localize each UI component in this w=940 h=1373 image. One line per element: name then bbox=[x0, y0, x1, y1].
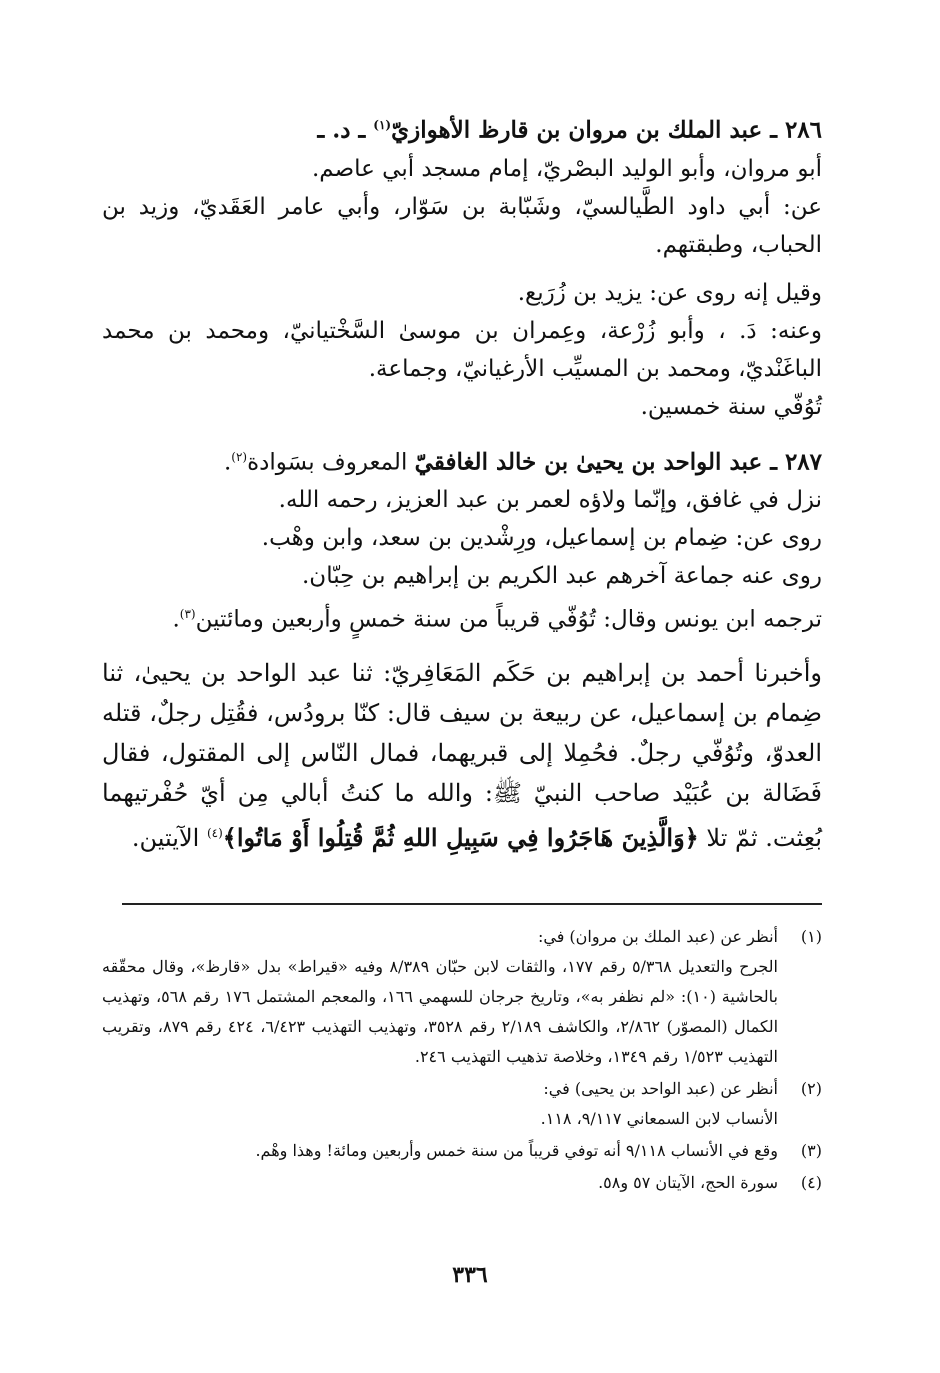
entry-heading bbox=[102, 106, 822, 150]
footnote-number: (١) bbox=[800, 927, 822, 946]
footnote-line: سورة الحج، الآيتان ٥٧ و٥٨. bbox=[598, 1173, 778, 1192]
footnote-number: (٢) bbox=[800, 1079, 822, 1098]
entry-line: عن: أبي داود الطَّيالسيّ، وشَبّابة بن سَوّار، وأبي عامر العَقَديّ، وزيد بن الحباب، وطبقتهم. bbox=[102, 193, 822, 258]
entry-line: وعنه: دَ. ، وأبو زُرْعة، وعِمران بن موسىٰ السَّخْتيانيّ، ومحمد بن محمد الباغَنْديّ، ومحمد بن المسيِّب الأرغيانيّ، وجماعة. bbox=[102, 317, 822, 382]
heading-text: ٢٨٧ ـ عبد الواحد بن يحيىٰ بن خالد الغافقيّ bbox=[414, 448, 822, 476]
heading-end: . bbox=[223, 449, 232, 476]
footnote-number: (٣) bbox=[800, 1141, 822, 1160]
entry-line: روى عن: ضِمام بن إسماعيل، ورِشْدين بن سعد، وابن وهْب. bbox=[261, 525, 822, 552]
quran-verse: ﴿وَالَّذِينَ هَاجَرُوا فِي سَبِيلِ اللهِ ثُمَّ قُتِلُوا أَوْ مَاتُوا﴾ bbox=[222, 822, 699, 852]
footnote-marker: (٢) bbox=[231, 449, 248, 464]
footnote-number: (٤) bbox=[800, 1173, 822, 1192]
footnotes bbox=[102, 922, 822, 1200]
footnote-marker: (١) bbox=[373, 118, 392, 132]
footnote-line: الأنساب لابن السمعاني ٩/١١٧، ١١٨. bbox=[540, 1109, 778, 1128]
footnote-line: أنظر عن (عبد الواحد بن يحيى) في: bbox=[543, 1079, 778, 1098]
entry-heading bbox=[102, 438, 822, 482]
entry-line: روى عنه جماعة آخرهم عبد الكريم بن إبراهيم بن حِبّان. bbox=[302, 563, 822, 590]
heading-tail: المعروف بسَوادة bbox=[247, 449, 415, 476]
entry-line: نزل في غافق، وإنّما ولاؤه لعمر بن عبد العزيز، رحمه الله. bbox=[278, 487, 822, 514]
entry-line: تُوُفّي سنة خمسين. bbox=[640, 393, 822, 420]
narration-paragraph bbox=[102, 653, 822, 858]
entry-line-text: ترجمه ابن يونس وقال: تُوُفّي قريباً من سنة خمسٍ وأربعين ومائتين bbox=[195, 606, 822, 633]
narration-tail: الآيتين. bbox=[131, 823, 207, 852]
footnote-3 bbox=[102, 1136, 822, 1166]
heading-text: ٢٨٦ ـ عبد الملك بن مروان بن قارظ الأهوازيّ bbox=[391, 116, 822, 144]
entry-line bbox=[102, 595, 822, 639]
footnote-line: وقع في الأنساب ٩/١١٨ أنه توفي قريباً من سنة خمس وأربعين ومائة! وهذا وهْم. bbox=[255, 1141, 778, 1160]
footnote-1 bbox=[102, 922, 822, 1072]
entry-286 bbox=[102, 106, 822, 426]
entry-287 bbox=[102, 438, 822, 639]
footnote-line: الجرح والتعديل ٥/٣٦٨ رقم ١٧٧، والثقات لابن حبّان ٨/٣٨٩ وفيه «قيراط» بدل «قارظ»، وقال محقّقه بالحاشية (١٠): «لم نظفر به»، وتاريخ جرجان للسهمي ١٦٦، والمعجم المشتمل ١٧٦ رقم ٥٦٨، وتهذيب الكمال (المصوّر) ٢/٨٦٢، والكاشف ٢/١٨٩ رقم ٣٥٢٨، وتهذيب التهذيب ٦/٤٢٣، ٤٢٤ رقم ٨٧٩، وتقريب التهذيب ١/٥٢٣ رقم ١٣٤٩، وخلاصة تذهيب التهذيب ٢٤٦. bbox=[102, 957, 779, 1066]
footnote-2 bbox=[102, 1074, 822, 1134]
footnote-4 bbox=[102, 1168, 822, 1198]
heading-tail: ـ د. ـ bbox=[317, 116, 374, 144]
entry-line: وقيل إنه روى عن: يزيد بن زُرَيع. bbox=[517, 279, 822, 306]
main-text bbox=[102, 106, 822, 858]
footnote-marker: (٣) bbox=[179, 607, 196, 622]
footnote-divider bbox=[122, 903, 822, 905]
footnote-marker: (٤) bbox=[206, 825, 223, 840]
footnote-line: أنظر عن (عبد الملك بن مروان) في: bbox=[537, 927, 778, 946]
page-number: ٣٣٦ bbox=[452, 1262, 488, 1288]
narration-text: وأخبرنا أحمد بن إبراهيم بن حَكَم المَعَافِريّ: ثنا عبد الواحد بن يحيىٰ، ثنا ضِمام بن إسماعيل، عن ربيعة بن سيف قال: كنّا برودُس، فقُتِل رجلٌ، قتله العدوّ، وتُوُفّي رجلٌ. فحُمِلا إلى قبريهما، فمال النّاس إلى المقتول، فقال فَضَالة بن عُبَيْد صاحب النبيّ ﷺ: والله ما كنتُ أبالي مِن أيّ حُفْرتيهما بُعِثت. ثمّ تلا bbox=[102, 658, 822, 852]
entry-line: أبو مروان، وأبو الوليد البصْريّ، إمام مسجد أبي عاصم. bbox=[311, 155, 822, 182]
entry-line-end: . bbox=[172, 606, 180, 633]
